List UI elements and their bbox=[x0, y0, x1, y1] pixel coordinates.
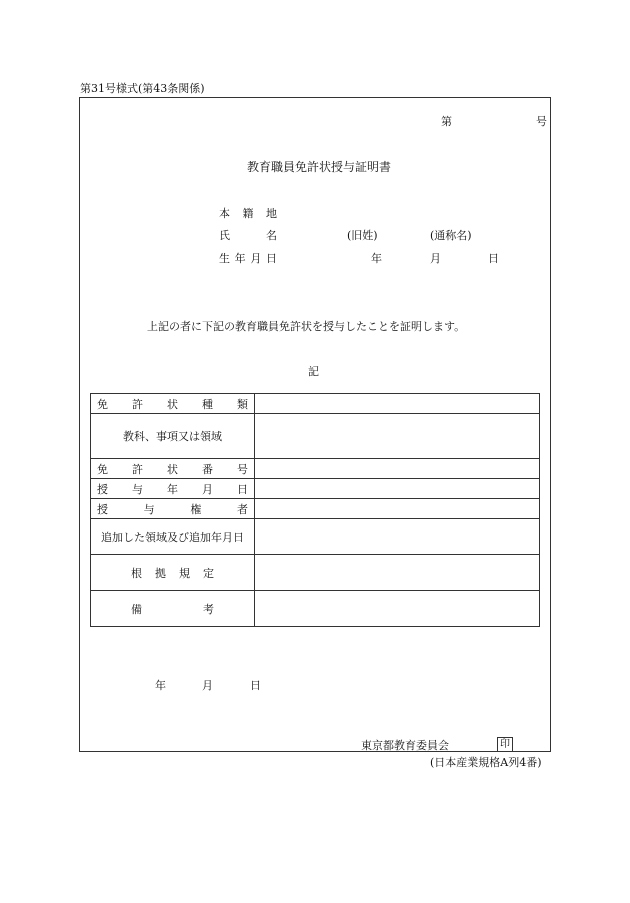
label-menkyo-shurui bbox=[91, 394, 255, 414]
label-char: 号 bbox=[237, 462, 248, 476]
table-row bbox=[91, 459, 540, 479]
shimei-label bbox=[219, 230, 277, 241]
value-cell[interactable] bbox=[255, 499, 540, 519]
label-biko bbox=[91, 591, 255, 627]
shimei-char-2: 名 bbox=[266, 229, 277, 242]
label-konkyo-kitei bbox=[91, 555, 255, 591]
value-cell[interactable] bbox=[255, 479, 540, 499]
honseki-label bbox=[219, 208, 277, 219]
issue-year: 年 bbox=[155, 679, 166, 692]
birth-year: 年 bbox=[371, 252, 382, 265]
label-char: 備 bbox=[131, 602, 142, 616]
label-text: 追加した領域及び追加年月日 bbox=[101, 530, 244, 544]
birth-char-1: 生 bbox=[219, 252, 230, 265]
label-char: 権 bbox=[190, 502, 202, 516]
table-row bbox=[91, 591, 540, 627]
label-char: 考 bbox=[203, 602, 214, 616]
certificate-table bbox=[90, 393, 540, 627]
birth-date-label bbox=[219, 253, 277, 264]
table-row bbox=[91, 414, 540, 459]
label-char: 免 bbox=[97, 462, 108, 476]
label-char: 免 bbox=[97, 397, 108, 411]
label-menkyo-bango bbox=[91, 459, 255, 479]
label-char: 与 bbox=[143, 502, 155, 516]
label-char: 授 bbox=[97, 482, 108, 496]
label-char: 規 bbox=[179, 566, 190, 580]
label-char: 類 bbox=[237, 397, 248, 411]
label-tsuika-ryoiki bbox=[91, 519, 255, 555]
issue-day: 日 bbox=[250, 679, 261, 692]
label-text: 教科、事項又は領域 bbox=[123, 430, 222, 443]
common-name-label: (通称名) bbox=[430, 229, 472, 242]
label-juyo-nengappi bbox=[91, 479, 255, 499]
seal-stamp: 印 bbox=[497, 737, 513, 752]
birth-char-3: 月 bbox=[250, 252, 262, 265]
form-number: 第31号様式(第43条関係) bbox=[80, 82, 205, 95]
honseki-char-3: 地 bbox=[266, 207, 277, 220]
value-cell[interactable] bbox=[255, 459, 540, 479]
label-char: 授 bbox=[97, 502, 108, 516]
label-char: 拠 bbox=[155, 566, 166, 580]
label-char: 許 bbox=[132, 397, 143, 411]
value-cell[interactable] bbox=[255, 519, 540, 555]
label-char: 種 bbox=[202, 397, 213, 411]
birth-char-2: 年 bbox=[234, 252, 246, 265]
document-title: 教育職員免許状授与証明書 bbox=[247, 160, 392, 174]
label-char: 者 bbox=[236, 502, 248, 516]
honseki-char-1: 本 bbox=[219, 207, 230, 220]
birth-day: 日 bbox=[488, 252, 499, 265]
number-dai: 第 bbox=[441, 115, 452, 128]
shimei-char-1: 氏 bbox=[219, 229, 230, 242]
label-juyo-kenja bbox=[91, 499, 255, 519]
label-char: 与 bbox=[132, 482, 143, 496]
table-row bbox=[91, 519, 540, 555]
value-cell[interactable] bbox=[255, 394, 540, 414]
label-char: 状 bbox=[167, 397, 178, 411]
label-char: 根 bbox=[131, 566, 142, 580]
label-char: 月 bbox=[202, 482, 213, 496]
value-cell[interactable] bbox=[255, 555, 540, 591]
issue-month: 月 bbox=[202, 679, 213, 692]
honseki-char-2: 籍 bbox=[242, 207, 254, 220]
birth-month: 月 bbox=[430, 252, 441, 265]
table-row bbox=[91, 555, 540, 591]
number-go: 号 bbox=[536, 115, 547, 128]
label-char: 番 bbox=[202, 462, 213, 476]
old-name-label: (旧姓) bbox=[347, 229, 378, 242]
value-cell[interactable] bbox=[255, 591, 540, 627]
label-char: 状 bbox=[167, 462, 178, 476]
value-cell[interactable] bbox=[255, 414, 540, 459]
table-row bbox=[91, 394, 540, 414]
label-char: 定 bbox=[203, 566, 214, 580]
label-char: 日 bbox=[237, 482, 248, 496]
birth-char-4: 日 bbox=[265, 252, 277, 265]
table-row bbox=[91, 499, 540, 519]
label-kyoka bbox=[91, 414, 255, 459]
table-row bbox=[91, 479, 540, 499]
label-char: 年 bbox=[167, 482, 178, 496]
issuer-name: 東京都教育委員会 bbox=[361, 739, 449, 752]
paper-size-note: (日本産業規格A列4番) bbox=[430, 756, 542, 769]
ki-heading: 記 bbox=[308, 365, 319, 378]
label-char: 許 bbox=[132, 462, 143, 476]
statement: 上記の者に下記の教育職員免許状を授与したことを証明します。 bbox=[147, 320, 466, 333]
